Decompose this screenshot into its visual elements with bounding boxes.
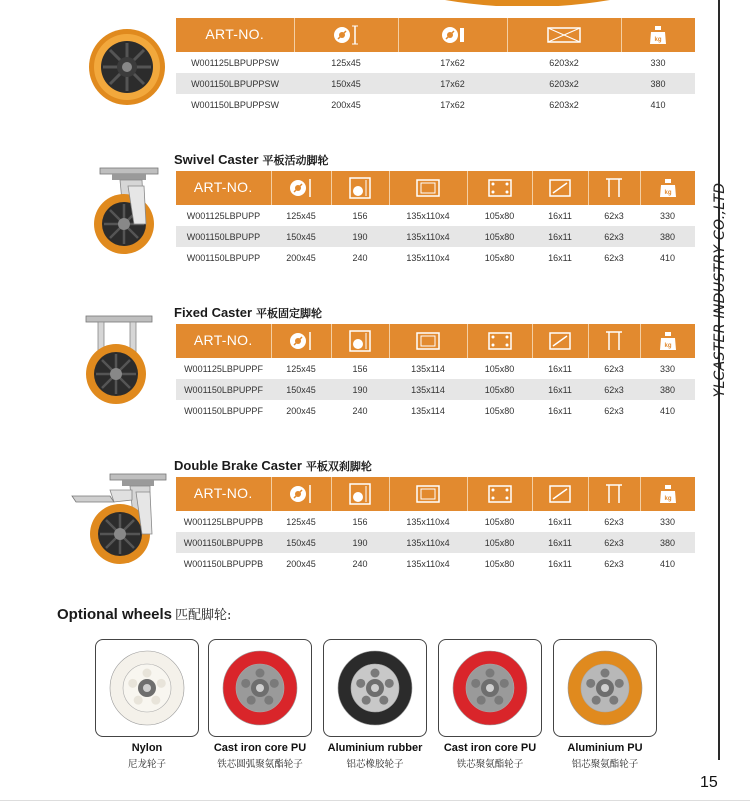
- plate-size-icon: [389, 324, 467, 358]
- cell: 62x3: [588, 226, 640, 247]
- cell: 330: [659, 210, 676, 221]
- cell: 105x80: [484, 558, 515, 569]
- art-no-cell: W001150LBPUPPB: [183, 558, 264, 569]
- double-brake-caster-image: [70, 470, 168, 568]
- table-row: [176, 553, 695, 574]
- bolt-size-icon: [532, 171, 588, 205]
- cell: 105x80: [467, 532, 532, 553]
- offset-icon: [588, 324, 640, 358]
- load-icon: [640, 324, 695, 358]
- cell: 240: [352, 252, 368, 263]
- cell: 125x45: [286, 516, 316, 527]
- cell: 135x114: [411, 363, 445, 374]
- table-row: [176, 379, 695, 400]
- wheel-size-icon: [271, 171, 331, 205]
- spec-table-double-brake: [176, 477, 695, 574]
- wheel-size-icon: [271, 477, 331, 511]
- cell: 150x45: [271, 532, 331, 553]
- plate-size-icon: [389, 477, 467, 511]
- svg-text:kg: kg: [654, 37, 662, 43]
- cell: 410: [650, 99, 666, 110]
- art-no-cell: W001125LBPUPPB: [183, 516, 264, 527]
- footer-rule: [0, 800, 750, 801]
- cell: 62x3: [604, 363, 624, 374]
- bearing-icon: [398, 18, 507, 52]
- table-row: [176, 52, 695, 73]
- page-number: 15: [700, 774, 718, 791]
- cell: 200x45: [286, 558, 316, 569]
- load-icon: [640, 171, 695, 205]
- cell: 156: [352, 363, 368, 374]
- cell: 62x3: [588, 379, 640, 400]
- cell: 380: [640, 379, 695, 400]
- cell: 16x11: [532, 532, 588, 553]
- table-row: [176, 532, 695, 553]
- cell: 135x110x4: [389, 532, 467, 553]
- cell: 330: [659, 516, 676, 527]
- cell: 125x45: [286, 210, 316, 221]
- svg-text:kg: kg: [664, 496, 672, 502]
- brand-vertical-text: YLCASTER INDUSTRY CO.,LTD: [712, 182, 728, 398]
- cell: 16x11: [548, 252, 572, 263]
- art-no-cell: W001150LBPUPP: [176, 226, 271, 247]
- section-title-swivel: Swivel Caster 平板活动脚轮: [174, 152, 329, 167]
- optional-wheels-title: Optional wheels 匹配脚轮:: [57, 606, 232, 623]
- cell: 380: [640, 226, 695, 247]
- cell: 410: [659, 252, 676, 263]
- swivel-caster-image: [90, 162, 168, 258]
- wheel-card: [95, 639, 199, 737]
- header-art-no: ART-NO.: [176, 477, 271, 511]
- wheel-card: [208, 639, 312, 737]
- cell: 330: [659, 363, 676, 374]
- cell: 135x110x4: [389, 226, 467, 247]
- cell: 410: [659, 405, 676, 416]
- top-wheel-fragment: [445, 0, 610, 6]
- cell: 16x11: [548, 405, 572, 416]
- cell: 135x110x4: [406, 252, 450, 263]
- dimension-icon: [507, 18, 621, 52]
- cell: 6203x2: [549, 57, 579, 68]
- cell: 62x3: [604, 516, 624, 527]
- table-row: [176, 94, 695, 115]
- spec-table-fixed: [176, 324, 695, 421]
- cell: 6203x2: [549, 99, 579, 110]
- cell: 17x62: [398, 73, 507, 94]
- art-no-cell: W001125LBPUPPSW: [191, 57, 279, 68]
- cell: 105x80: [484, 516, 515, 527]
- svg-text:kg: kg: [664, 190, 672, 196]
- cell: 156: [352, 516, 368, 527]
- section-title-double-brake: Double Brake Caster 平板双刹脚轮: [174, 458, 372, 473]
- bolt-hole-icon: [467, 324, 532, 358]
- cell: 125x45: [331, 57, 361, 68]
- art-no-cell: W001125LBPUPP: [186, 210, 261, 221]
- wheel-name-cn: 铝芯橡胶轮子: [346, 759, 404, 770]
- art-no-cell: W001150LBPUPPF: [184, 405, 263, 416]
- wheel-name-cn: 铁芯圆弧聚氨酯轮子: [217, 759, 303, 770]
- sidebar-rule-bottom: [718, 460, 720, 760]
- cell: 135x110x4: [406, 558, 450, 569]
- table-row: [176, 358, 695, 379]
- spec-table-swivel: [176, 171, 695, 268]
- cell: 105x80: [484, 363, 515, 374]
- cell: 380: [621, 73, 695, 94]
- art-no-cell: W001150LBPUPPSW: [191, 99, 279, 110]
- art-no-cell: W001150LBPUPPB: [176, 532, 271, 553]
- wheel-image: [565, 648, 645, 728]
- cell: 156: [352, 210, 368, 221]
- wheel-card: [323, 639, 427, 737]
- cell: 150x45: [271, 226, 331, 247]
- cell: 62x3: [604, 252, 624, 263]
- bolt-hole-icon: [467, 477, 532, 511]
- cell: 135x110x4: [406, 210, 450, 221]
- table-row: [176, 511, 695, 532]
- wheel-size-icon: [271, 324, 331, 358]
- wheel-image: [87, 27, 167, 107]
- cell: 125x45: [286, 363, 316, 374]
- header-art-no: ART-NO.: [176, 18, 294, 52]
- wheel-card: [438, 639, 542, 737]
- wheel-name-cn: 铝芯聚氨酯轮子: [571, 759, 639, 770]
- cell: 105x80: [484, 252, 515, 263]
- cell: 135x114: [389, 379, 467, 400]
- plate-size-icon: [389, 171, 467, 205]
- bolt-size-icon: [532, 324, 588, 358]
- cell: 150x45: [294, 73, 398, 94]
- bolt-hole-icon: [467, 171, 532, 205]
- cell: 200x45: [286, 252, 316, 263]
- wheel-name: Cast iron core PU: [213, 742, 307, 754]
- offset-icon: [588, 171, 640, 205]
- cell: 16x11: [532, 226, 588, 247]
- wheel-image: [335, 648, 415, 728]
- section-title-fixed: Fixed Caster 平板固定脚轮: [174, 305, 323, 320]
- table-row: [176, 226, 695, 247]
- load-icon: [640, 477, 695, 511]
- art-no-cell: W001150LBPUPPSW: [176, 73, 294, 94]
- art-no-cell: W001125LBPUPPF: [184, 363, 263, 374]
- cell: 150x45: [271, 379, 331, 400]
- cell: 240: [352, 405, 368, 416]
- cell: 16x11: [548, 210, 572, 221]
- cell: 200x45: [286, 405, 316, 416]
- cell: 16x11: [548, 363, 572, 374]
- height-icon: [331, 324, 389, 358]
- wheel-name: Nylon: [131, 742, 163, 754]
- cell: 62x3: [604, 405, 624, 416]
- cell: 16x11: [548, 558, 572, 569]
- cell: 190: [331, 226, 389, 247]
- cell: 135x114: [411, 405, 445, 416]
- cell: 410: [659, 558, 676, 569]
- load-icon: [621, 18, 695, 52]
- cell: 17x62: [440, 99, 465, 110]
- cell: 6203x2: [507, 73, 621, 94]
- wheel-image: [450, 648, 530, 728]
- header-art-no: ART-NO.: [176, 171, 271, 205]
- cell: 105x80: [484, 405, 515, 416]
- table-row: [176, 400, 695, 421]
- cell: 16x11: [548, 516, 572, 527]
- cell: 190: [331, 532, 389, 553]
- cell: 380: [640, 532, 695, 553]
- wheel-name-cn: 铁芯聚氨酯轮子: [456, 759, 524, 770]
- wheel-card: [553, 639, 657, 737]
- cell: 190: [331, 379, 389, 400]
- cell: 105x80: [467, 379, 532, 400]
- svg-text:kg: kg: [664, 343, 672, 349]
- bolt-size-icon: [532, 477, 588, 511]
- wheel-name-cn: 尼龙轮子: [127, 759, 166, 770]
- wheel-image: [107, 648, 187, 728]
- wheel-size-icon: [294, 18, 398, 52]
- art-no-cell: W001150LBPUPP: [186, 252, 261, 263]
- height-icon: [331, 171, 389, 205]
- wheel-name: Aluminium PU: [567, 742, 643, 754]
- cell: 135x110x4: [406, 516, 450, 527]
- cell: 17x62: [440, 57, 465, 68]
- table-row: [176, 73, 695, 94]
- cell: 200x45: [331, 99, 361, 110]
- cell: 240: [352, 558, 368, 569]
- cell: 16x11: [532, 379, 588, 400]
- wheel-image: [220, 648, 300, 728]
- cell: 62x3: [588, 532, 640, 553]
- height-icon: [331, 477, 389, 511]
- fixed-caster-image: [82, 312, 162, 408]
- wheel-name: Cast iron core PU: [443, 742, 537, 754]
- art-no-cell: W001150LBPUPPF: [176, 379, 271, 400]
- cell: 62x3: [604, 210, 624, 221]
- offset-icon: [588, 477, 640, 511]
- table-row: [176, 247, 695, 268]
- wheel-name: Aluminium rubber: [327, 742, 423, 754]
- spec-table-wheel: [176, 18, 695, 115]
- header-art-no: ART-NO.: [176, 324, 271, 358]
- cell: 105x80: [484, 210, 515, 221]
- cell: 105x80: [467, 226, 532, 247]
- cell: 62x3: [604, 558, 624, 569]
- table-row: [176, 205, 695, 226]
- cell: 330: [650, 57, 666, 68]
